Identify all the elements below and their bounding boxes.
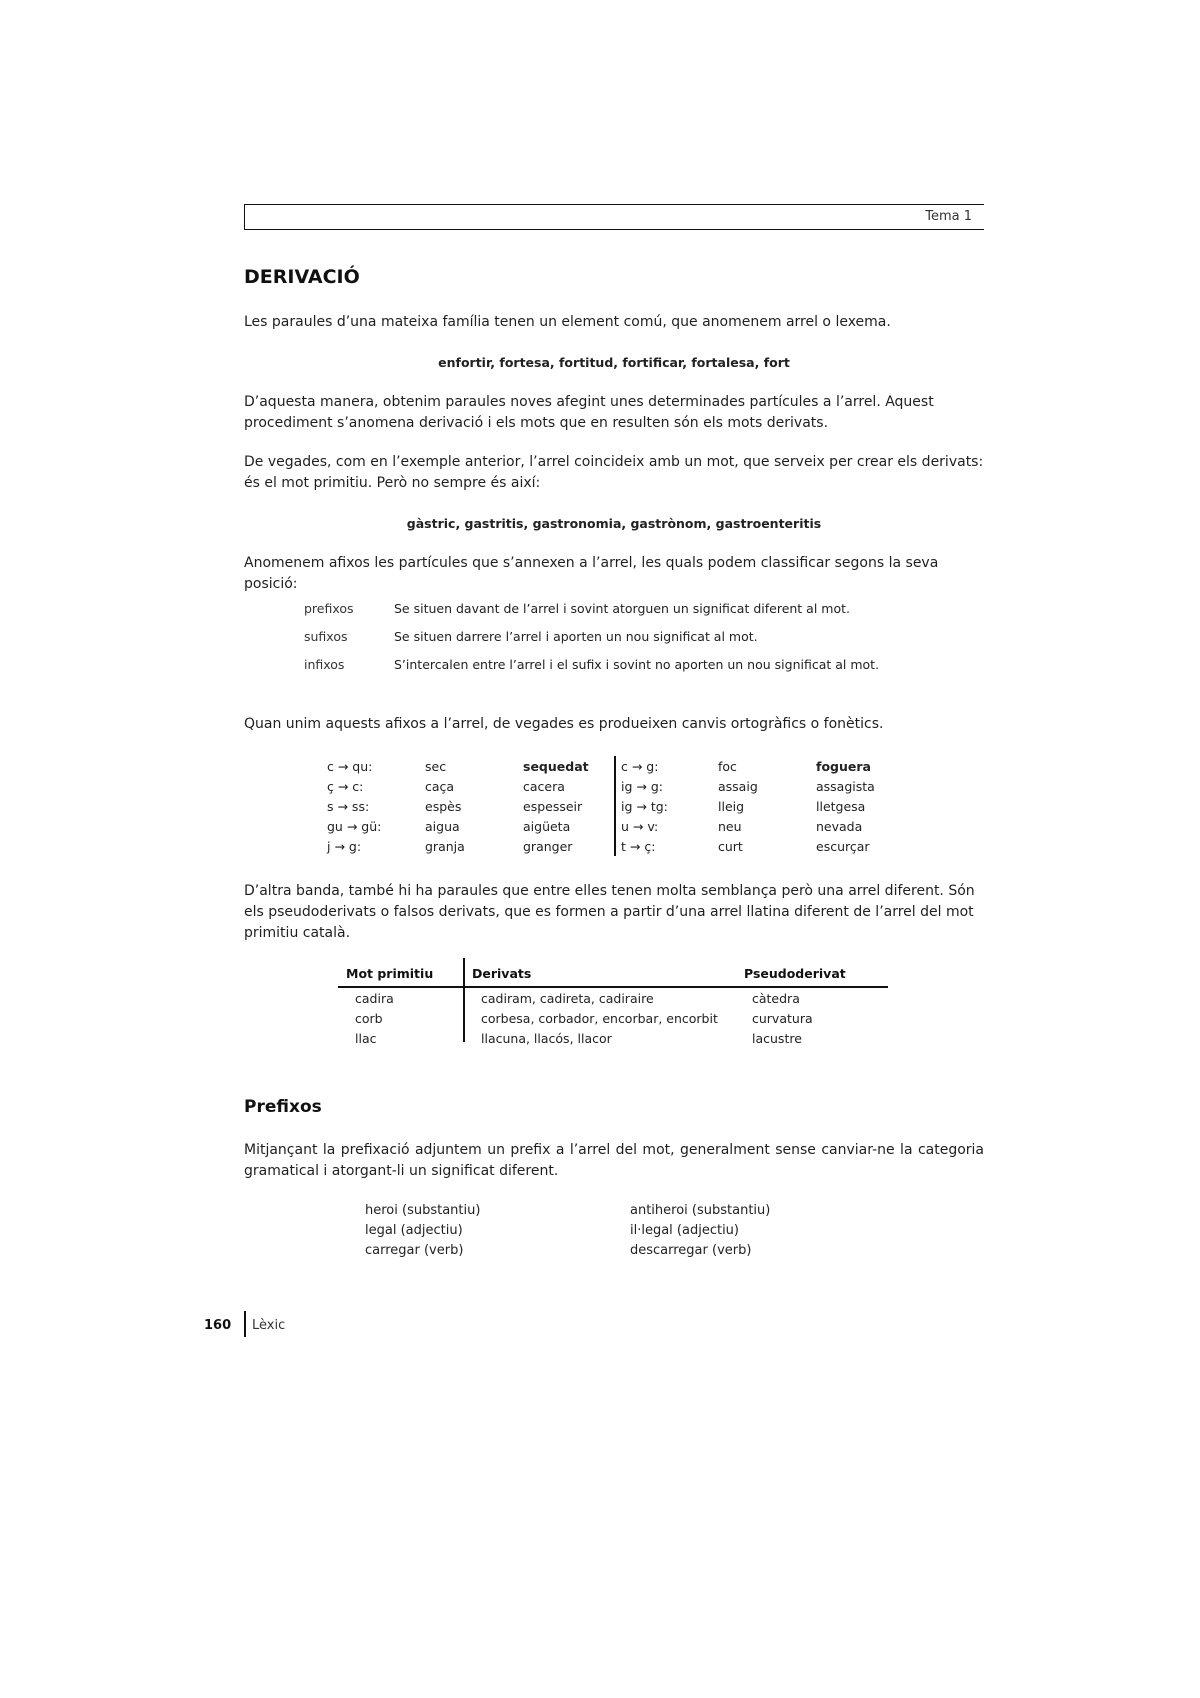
prefix-example-base: carregar (verb) xyxy=(365,1243,464,1258)
change-rule: s → ss: xyxy=(327,799,370,814)
change-derived: escurçar xyxy=(816,839,870,854)
change-derived: foguera xyxy=(816,759,871,774)
prefix-example-derived: antiheroi (substantiu) xyxy=(630,1203,771,1218)
change-derived: assagista xyxy=(816,779,875,794)
running-header xyxy=(244,204,984,230)
table-cell: càtedra xyxy=(752,991,800,1006)
change-base: granja xyxy=(425,839,465,854)
table-cell: cadiram, cadireta, cadiraire xyxy=(481,991,654,1006)
change-rule: c → qu: xyxy=(327,759,373,774)
table-header-cell: Derivats xyxy=(472,966,532,981)
change-derived: aigüeta xyxy=(523,819,571,834)
page-title: DERIVACIÓ xyxy=(244,266,360,288)
example-family-2: gàstric, gastritis, gastronomia, gastrònom, gastroenteritis xyxy=(406,516,822,531)
header-label: Tema 1 xyxy=(925,209,972,224)
paragraph-6: D’altra banda, també hi ha paraules que entre elles tenen molta semblança però una arrel diferent. Són els pseudoderivats o falsos derivats, que es formen a partir d’una arrel llatina diferent de l’arrel del mot primitiu català. xyxy=(244,883,975,941)
affix-desc: Se situen davant de l’arrel i sovint atorguen un significat diferent al mot. xyxy=(394,601,850,616)
change-base: foc xyxy=(718,759,737,774)
affix-desc: Se situen darrere l’arrel i aporten un nou significat al mot. xyxy=(394,629,758,644)
affix-term: sufixos xyxy=(304,629,348,644)
footer-label: Lèxic xyxy=(252,1318,286,1333)
prefix-example-base: legal (adjectiu) xyxy=(365,1223,463,1238)
paragraph-2: D’aquesta manera, obtenim paraules noves afegint unes determinades partícules a l’arrel. Aquest procediment s’anomena derivació i els mots que en resulten són els mots derivats. xyxy=(244,394,934,431)
change-base: neu xyxy=(718,819,742,834)
table-header-cell: Pseudoderivat xyxy=(744,966,846,981)
affix-term: infixos xyxy=(304,657,345,672)
paragraph-5: Quan unim aquests afixos a l’arrel, de vegades es produeixen canvis ortogràfics o fonètics. xyxy=(244,716,884,732)
table-cell: corbesa, corbador, encorbar, encorbit xyxy=(481,1011,718,1026)
paragraph-3: De vegades, com en l’exemple anterior, l’arrel coincideix amb un mot, que serveix per crear els derivats: és el mot primitiu. Però no sempre és així: xyxy=(244,454,984,491)
table-cell: curvatura xyxy=(752,1011,813,1026)
example-family-1: enfortir, fortesa, fortitud, fortificar, fortalesa, fort xyxy=(438,355,790,370)
change-derived: lletgesa xyxy=(816,799,866,814)
change-rule: j → g: xyxy=(327,839,362,854)
prefix-example-base: heroi (substantiu) xyxy=(365,1203,481,1218)
change-derived: sequedat xyxy=(523,759,589,774)
change-rule: c → g: xyxy=(621,759,659,774)
change-derived: cacera xyxy=(523,779,565,794)
table-cell: lacustre xyxy=(752,1031,802,1046)
change-base: lleig xyxy=(718,799,745,814)
paragraph-7: Mitjançant la prefixació adjuntem un prefix a l’arrel del mot, generalment sense canviar-ne la categoria gramatical i atorgant-li un significat diferent. xyxy=(244,1142,984,1179)
change-derived: espesseir xyxy=(523,799,583,814)
change-derived: granger xyxy=(523,839,573,854)
paragraph-1: Les paraules d’una mateixa família tenen un element comú, que anomenem arrel o lexema. xyxy=(244,314,891,330)
table-cell: corb xyxy=(355,1011,383,1026)
change-derived: nevada xyxy=(816,819,863,834)
section-title: Prefixos xyxy=(244,1097,322,1117)
change-rule: ig → tg: xyxy=(621,799,668,814)
table-divider xyxy=(463,958,465,1042)
change-base: aigua xyxy=(425,819,460,834)
change-rule: t → ç: xyxy=(621,839,656,854)
table-cell: cadira xyxy=(355,991,394,1006)
change-base: sec xyxy=(425,759,447,774)
change-base: assaig xyxy=(718,779,758,794)
changes-divider xyxy=(614,756,616,856)
change-rule: gu → gü: xyxy=(327,819,382,834)
change-rule: ig → g: xyxy=(621,779,663,794)
change-rule: ç → c: xyxy=(327,779,364,794)
affix-term: prefixos xyxy=(304,601,354,616)
prefix-example-derived: descarregar (verb) xyxy=(630,1243,752,1258)
change-rule: u → v: xyxy=(621,819,659,834)
table-header-rule xyxy=(338,986,888,988)
affix-desc: S’intercalen entre l’arrel i el sufix i sovint no aporten un nou significat al mot. xyxy=(394,657,880,672)
change-base: curt xyxy=(718,839,743,854)
footer-divider xyxy=(244,1311,246,1337)
page-number: 160 xyxy=(204,1318,232,1333)
change-base: espès xyxy=(425,799,462,814)
table-header-cell: Mot primitiu xyxy=(346,966,434,981)
prefix-example-derived: il·legal (adjectiu) xyxy=(630,1223,739,1238)
paragraph-4: Anomenem afixos les partícules que s’annexen a l’arrel, les quals podem classificar segons la seva posició: xyxy=(244,555,939,592)
change-base: caça xyxy=(425,779,455,794)
table-cell: llac xyxy=(355,1031,377,1046)
table-cell: llacuna, llacós, llacor xyxy=(481,1031,612,1046)
